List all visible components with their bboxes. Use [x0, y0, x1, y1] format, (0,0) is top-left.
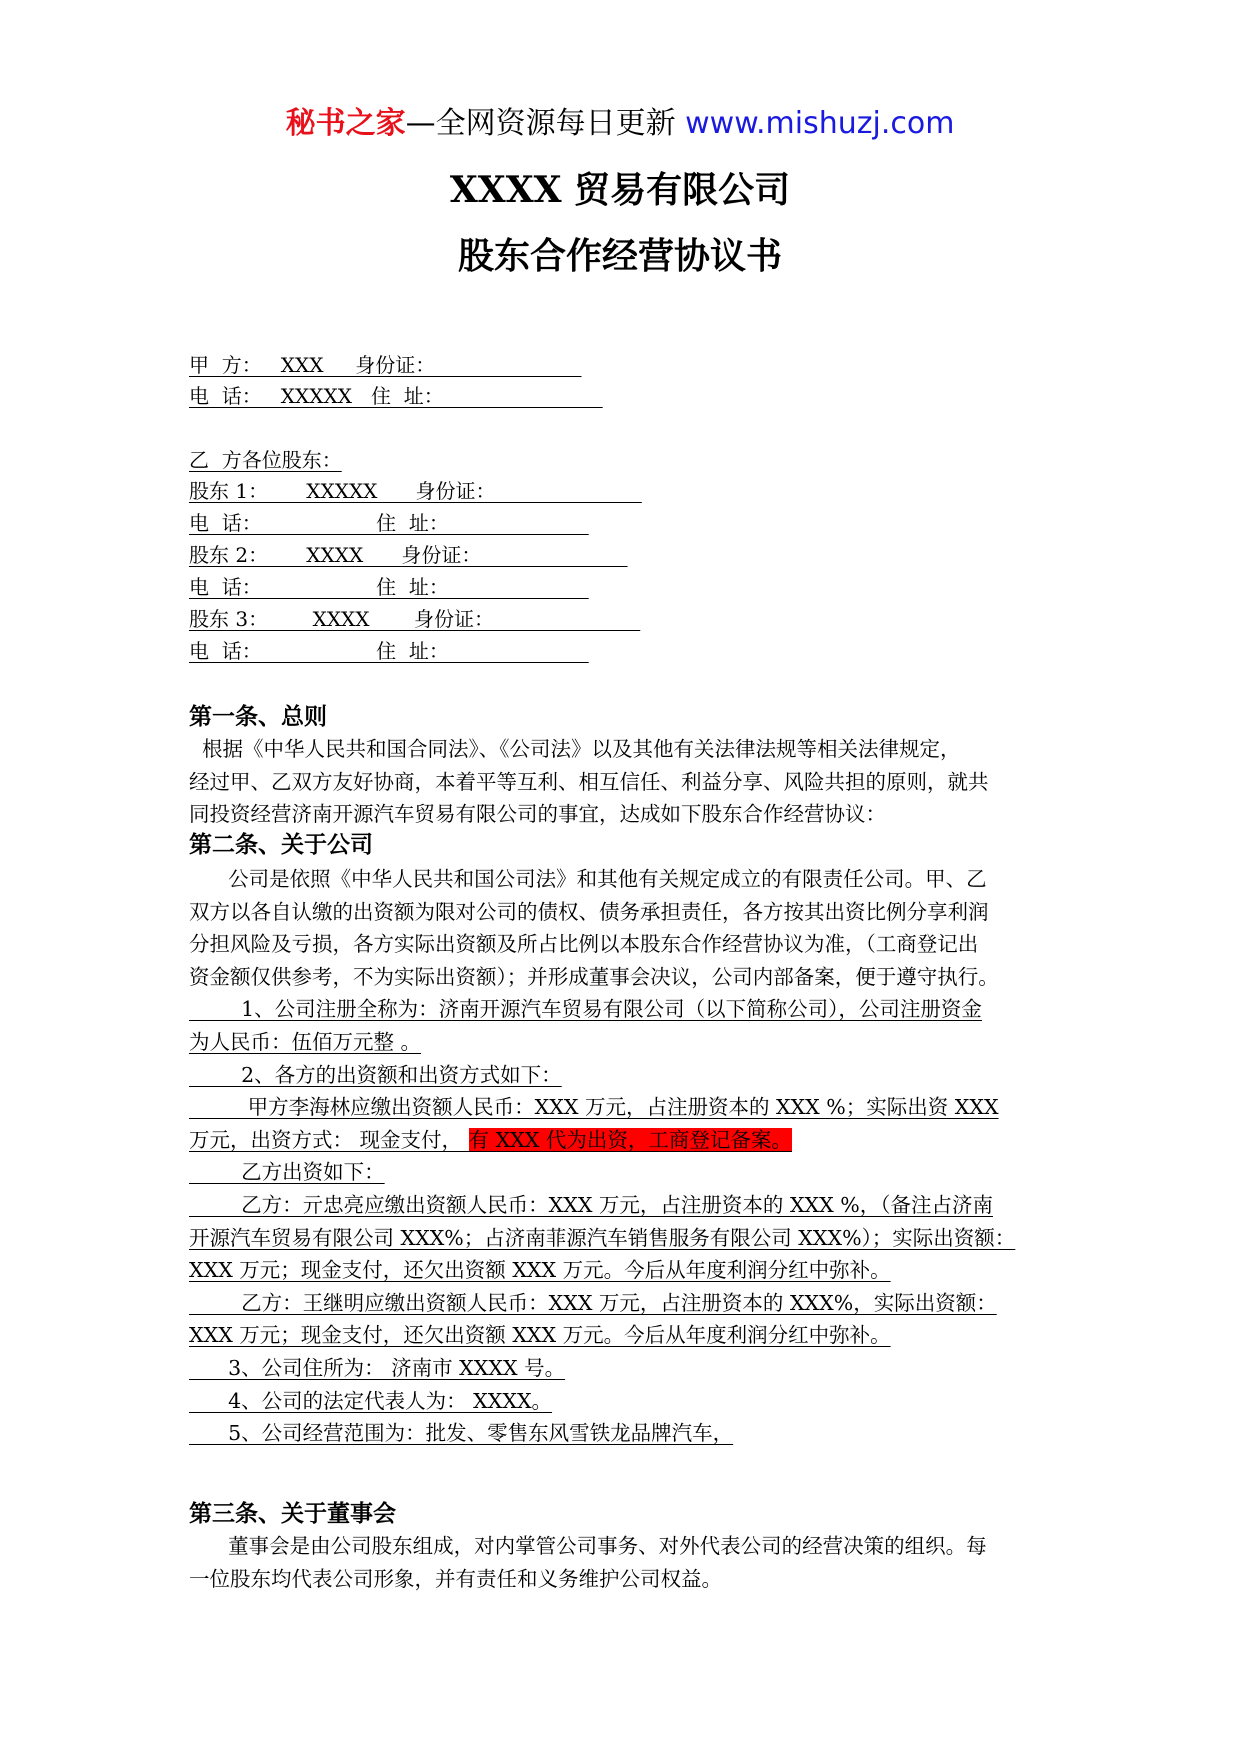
party-b2-contribution-line: 乙方：王继明应缴出资额人民币：XXX 万元，占注册资本的 XXX%，实际出资额：	[189, 1290, 997, 1315]
registered-capital-line: 为人民币：伍佰万元整 。	[189, 1029, 422, 1054]
paragraph-line: 一位股东均代表公司形象，并有责任和义务维护公司权益。	[189, 1566, 722, 1591]
brand-name: 秘书之家	[285, 106, 406, 141]
shareholder-line: 电 话： 住 址：	[189, 511, 589, 535]
paragraph-line: 同投资经营济南开源汽车贸易有限公司的事宜，达成如下股东合作经营协议：	[189, 802, 886, 827]
party-b1-contribution-line: XXX 万元；现金支付，还欠出资额 XXX 万元。今后从年度利润分红中弥补。	[189, 1258, 891, 1283]
paragraph-line: 双方以各自认缴的出资额为限对公司的债权、债务承担责任，各方按其出资比例分享利润	[189, 899, 989, 924]
shareholder-line: 股东 3： XXXX 身份证：	[189, 607, 641, 631]
shareholder-line: 电 话： 住 址：	[189, 575, 589, 599]
article-2-heading: 第二条、关于公司	[189, 832, 373, 858]
article-2-body	[189, 863, 1053, 1450]
highlighted-note: 有 XXX 代为出资，工商登记备案。	[468, 1127, 792, 1152]
legal-representative-line: 4、公司的法定代表人为： XXXX。	[189, 1388, 553, 1413]
party-b1-contribution-line: 乙方：亓忠亮应缴出资额人民币：XXX 万元，占注册资本的 XXX %，（备注占济南	[189, 1192, 993, 1217]
article-1-heading: 第一条、总则	[189, 704, 327, 730]
contribution-heading: 2、各方的出资额和出资方式如下：	[189, 1062, 562, 1087]
article-3-body	[189, 1530, 1053, 1595]
shareholder-line: 股东 2： XXXX 身份证：	[189, 543, 628, 567]
party-b1-contribution-line: 开源汽车贸易有限公司 XXX%；占济南菲源汽车销售服务有限公司 XXX%）；实际出资额：	[189, 1225, 1016, 1250]
paragraph-line: 分担风险及亏损，各方实际出资额及所占比例以本股东合作经营协议为准，（工商登记出	[189, 932, 979, 957]
paragraph-line: 经过甲、乙双方友好协商，本着平等互利、相互信任、利益分享、风险共担的原则，就共	[189, 769, 989, 794]
registration-name-line: 1、公司注册全称为：济南开源汽车贸易有限公司（以下简称公司），公司注册资金	[189, 997, 982, 1022]
business-scope-line: 5、公司经营范围为：批发、零售东风雪铁龙品牌汽车，	[189, 1421, 734, 1446]
company-address-line: 3、公司住所为： 济南市 XXXX 号。	[189, 1355, 566, 1380]
party-a-id-line: 甲 方： XXX 身份证：	[189, 353, 582, 377]
shareholder-line: 电 话： 住 址：	[189, 639, 589, 663]
paragraph-line: 根据《中华人民共和国合同法》、《公司法》以及其他有关法律法规等相关法律规定，	[189, 737, 961, 761]
article-1-body	[189, 733, 1053, 831]
party-b2-contribution-line: XXX 万元；现金支付，还欠出资额 XXX 万元。今后从年度利润分红中弥补。	[189, 1323, 891, 1348]
party-b-contribution-heading: 乙方出资如下：	[189, 1160, 385, 1185]
shareholder-line: 股东 1： XXXXX 身份证：	[189, 479, 642, 503]
site-url-link[interactable]: www.mishuzj.com	[685, 106, 955, 141]
banner-slogan: —全网资源每日更新	[405, 106, 676, 141]
party-a-payment-line: 万元，出资方式： 现金支付，	[189, 1127, 469, 1152]
paragraph-line: 公司是依照《中华人民共和国公司法》和其他有关规定成立的有限责任公司。甲、乙	[189, 867, 987, 891]
paragraph-line: 资金额仅供参考，不为实际出资额）；并形成董事会决议，公司内部备案，便于遵守执行。	[189, 964, 999, 989]
party-a-contribution-line: 甲方李海林应缴出资额人民币：XXX 万元，占注册资本的 XXX %；实际出资 XXX	[189, 1095, 999, 1120]
paragraph-line: 董事会是由公司股东组成，对内掌管公司事务、对外代表公司的经营决策的组织。每	[189, 1534, 987, 1558]
article-3-heading: 第三条、关于董事会	[189, 1501, 396, 1527]
company-title: XXXX 贸易有限公司	[449, 169, 791, 211]
party-a-contact-line: 电 话： XXXXX 住 址：	[189, 384, 603, 408]
party-b-heading: 乙 方各位股东：	[189, 448, 342, 472]
document-title: 股东合作经营协议书	[457, 235, 782, 277]
site-banner	[0, 104, 1240, 144]
